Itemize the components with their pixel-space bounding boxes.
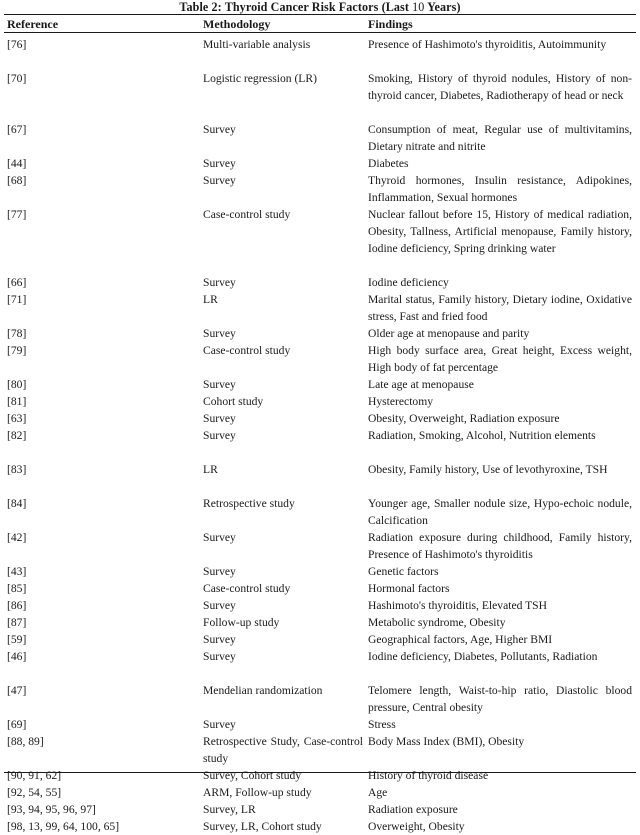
cell-reference: [93, 94, 95, 96, 97] — [7, 803, 96, 816]
cell-reference: [78] — [7, 327, 27, 340]
table-row — [0, 529, 640, 563]
cell-findings: Smoking, History of thyroid nodules, History of non-thyroid cancer, Diabetes, Radiotherapy of head or neck — [368, 72, 632, 102]
table-row — [0, 393, 640, 410]
table-row — [0, 716, 640, 733]
cell-findings: Metabolic syndrome, Obesity — [368, 616, 506, 629]
table-row — [0, 70, 640, 121]
cell-methodology: Multi-variable analysis — [203, 38, 311, 51]
table-row — [0, 784, 640, 801]
cell-findings: Late age at menopause — [368, 378, 474, 391]
cell-methodology: ARM, Follow-up study — [203, 786, 312, 799]
cell-findings: History of thyroid disease — [368, 769, 489, 782]
table-row — [0, 767, 640, 784]
table-row — [0, 648, 640, 682]
cell-methodology: Survey — [203, 599, 236, 612]
cell-reference: [63] — [7, 412, 27, 425]
cell-reference: [79] — [7, 344, 27, 357]
cell-methodology: Case-control study — [203, 208, 291, 221]
table-row — [0, 274, 640, 291]
column-header-findings: Findings — [368, 17, 413, 31]
caption-year-number: 10 — [412, 0, 425, 14]
caption-title-first: Thyroid Cancer Risk Factors (Last — [224, 0, 409, 14]
cell-reference: [43] — [7, 565, 27, 578]
cell-methodology: Retrospective study — [203, 497, 295, 510]
caption-title-second: Years) — [427, 0, 461, 14]
cell-reference: [68] — [7, 174, 27, 187]
cell-methodology: LR — [203, 293, 218, 306]
table-row — [0, 36, 640, 70]
cell-findings: Iodine deficiency — [368, 276, 449, 289]
cell-methodology: Survey — [203, 123, 236, 136]
table-row — [0, 682, 640, 716]
cell-methodology: Case-control study — [203, 344, 291, 357]
column-header-methodology: Methodology — [203, 17, 271, 31]
column-header-reference: Reference — [7, 17, 59, 31]
cell-methodology: Survey — [203, 429, 236, 442]
cell-methodology: Survey — [203, 276, 236, 289]
table-body — [0, 36, 640, 835]
table-caption — [0, 0, 640, 14]
table-row — [0, 155, 640, 172]
cell-methodology: Retrospective Study, Case-control study — [203, 735, 363, 765]
cell-reference: [46] — [7, 650, 27, 663]
cell-methodology: Mendelian randomization — [203, 684, 323, 697]
table-row — [0, 801, 640, 818]
cell-findings: Diabetes — [368, 157, 409, 170]
cell-methodology: Survey, LR, Cohort study — [203, 820, 322, 833]
table-row — [0, 733, 640, 767]
cell-findings: Hashimoto's thyroiditis, Elevated TSH — [368, 599, 547, 612]
cell-methodology: Survey — [203, 633, 236, 646]
cell-findings: Telomere length, Waist-to-hip ratio, Diastolic blood pressure, Central obesity — [368, 684, 632, 714]
cell-reference: [69] — [7, 718, 27, 731]
cell-findings: Hormonal factors — [368, 582, 450, 595]
cell-findings: Stress — [368, 718, 396, 731]
cell-findings: Younger age, Smaller nodule size, Hypo-echoic nodule, Calcification — [368, 497, 632, 527]
cell-reference: [47] — [7, 684, 27, 697]
cell-reference: [67] — [7, 123, 27, 136]
cell-findings: Nuclear fallout before 15, History of medical radiation, Obesity, Tallness, Artificial menopause, Family history, Iodine deficiency, Spring drinking water — [368, 208, 632, 255]
cell-reference: [70] — [7, 72, 27, 85]
table-header-row — [0, 16, 640, 32]
cell-methodology: Survey — [203, 327, 236, 340]
cell-findings: Radiation, Smoking, Alcohol, Nutrition elements — [368, 429, 596, 442]
table-row — [0, 206, 640, 274]
table-row — [0, 291, 640, 325]
cell-methodology: Case-control study — [203, 582, 291, 595]
cell-reference: [90, 91, 62] — [7, 769, 62, 782]
cell-methodology: Survey — [203, 650, 236, 663]
cell-reference: [82] — [7, 429, 27, 442]
cell-methodology: Survey — [203, 412, 236, 425]
table-row — [0, 818, 640, 835]
cell-reference: [98, 13, 99, 64, 100, 65] — [7, 820, 120, 833]
cell-findings: Marital status, Family history, Dietary iodine, Oxidative stress, Fast and fried food — [368, 293, 632, 323]
cell-reference: [88, 89] — [7, 735, 44, 748]
cell-reference: [76] — [7, 38, 27, 51]
cell-methodology: Survey — [203, 378, 236, 391]
cell-reference: [77] — [7, 208, 27, 221]
cell-findings: Genetic factors — [368, 565, 439, 578]
cell-findings: Older age at menopause and parity — [368, 327, 530, 340]
cell-methodology: Survey — [203, 174, 236, 187]
cell-methodology: Survey — [203, 718, 236, 731]
cell-methodology: Survey — [203, 565, 236, 578]
cell-methodology: Survey, LR — [203, 803, 256, 816]
cell-findings: Overweight, Obesity — [368, 820, 465, 833]
cell-findings: Radiation exposure — [368, 803, 458, 816]
cell-methodology: Survey — [203, 531, 236, 544]
cell-findings: Radiation exposure during childhood, Family history, Presence of Hashimoto's thyroiditis — [368, 531, 632, 561]
cell-reference: [42] — [7, 531, 27, 544]
cell-reference: [92, 54, 55] — [7, 786, 62, 799]
cell-findings: Iodine deficiency, Diabetes, Pollutants, Radiation — [368, 650, 598, 663]
table-row — [0, 427, 640, 461]
cell-findings: Geographical factors, Age, Higher BMI — [368, 633, 553, 646]
cell-reference: [85] — [7, 582, 27, 595]
cell-reference: [81] — [7, 395, 27, 408]
cell-reference: [83] — [7, 463, 27, 476]
cell-methodology: Follow-up study — [203, 616, 280, 629]
cell-methodology: Survey — [203, 157, 236, 170]
cell-findings: Thyroid hormones, Insulin resistance, Adipokines, Inflammation, Sexual hormones — [368, 174, 632, 204]
table-row — [0, 325, 640, 342]
table-row — [0, 597, 640, 614]
cell-reference: [59] — [7, 633, 27, 646]
cell-methodology: Survey, Cohort study — [203, 769, 302, 782]
cell-methodology: LR — [203, 463, 218, 476]
cell-reference: [80] — [7, 378, 27, 391]
caption-prefix: Table 2: — [179, 0, 222, 14]
table-row — [0, 410, 640, 427]
cell-findings: Obesity, Overweight, Radiation exposure — [368, 412, 560, 425]
cell-findings: Age — [368, 786, 388, 799]
table-row — [0, 461, 640, 495]
table-header-rule — [4, 32, 636, 33]
cell-methodology: Logistic regression (LR) — [203, 72, 317, 85]
cell-methodology: Cohort study — [203, 395, 264, 408]
cell-findings: Body Mass Index (BMI), Obesity — [368, 735, 525, 748]
cell-reference: [44] — [7, 157, 27, 170]
table-row — [0, 580, 640, 597]
cell-findings: Consumption of meat, Regular use of multivitamins, Dietary nitrate and nitrite — [368, 123, 632, 153]
table-row — [0, 121, 640, 155]
cell-findings: Hysterectomy — [368, 395, 434, 408]
table-row — [0, 614, 640, 631]
cell-reference: [86] — [7, 599, 27, 612]
cell-findings: Presence of Hashimoto's thyroiditis, Autoimmunity — [368, 38, 607, 51]
table-row — [0, 495, 640, 529]
cell-findings: Obesity, Family history, Use of levothyroxine, TSH — [368, 463, 608, 476]
table-row — [0, 631, 640, 648]
cell-reference: [84] — [7, 497, 27, 510]
table-row — [0, 563, 640, 580]
cell-reference: [87] — [7, 616, 27, 629]
cell-reference: [71] — [7, 293, 27, 306]
table-row — [0, 376, 640, 393]
table-row — [0, 172, 640, 206]
cell-findings: High body surface area, Great height, Excess weight, High body of fat percentage — [368, 344, 632, 374]
table-row — [0, 342, 640, 376]
cell-reference: [66] — [7, 276, 27, 289]
